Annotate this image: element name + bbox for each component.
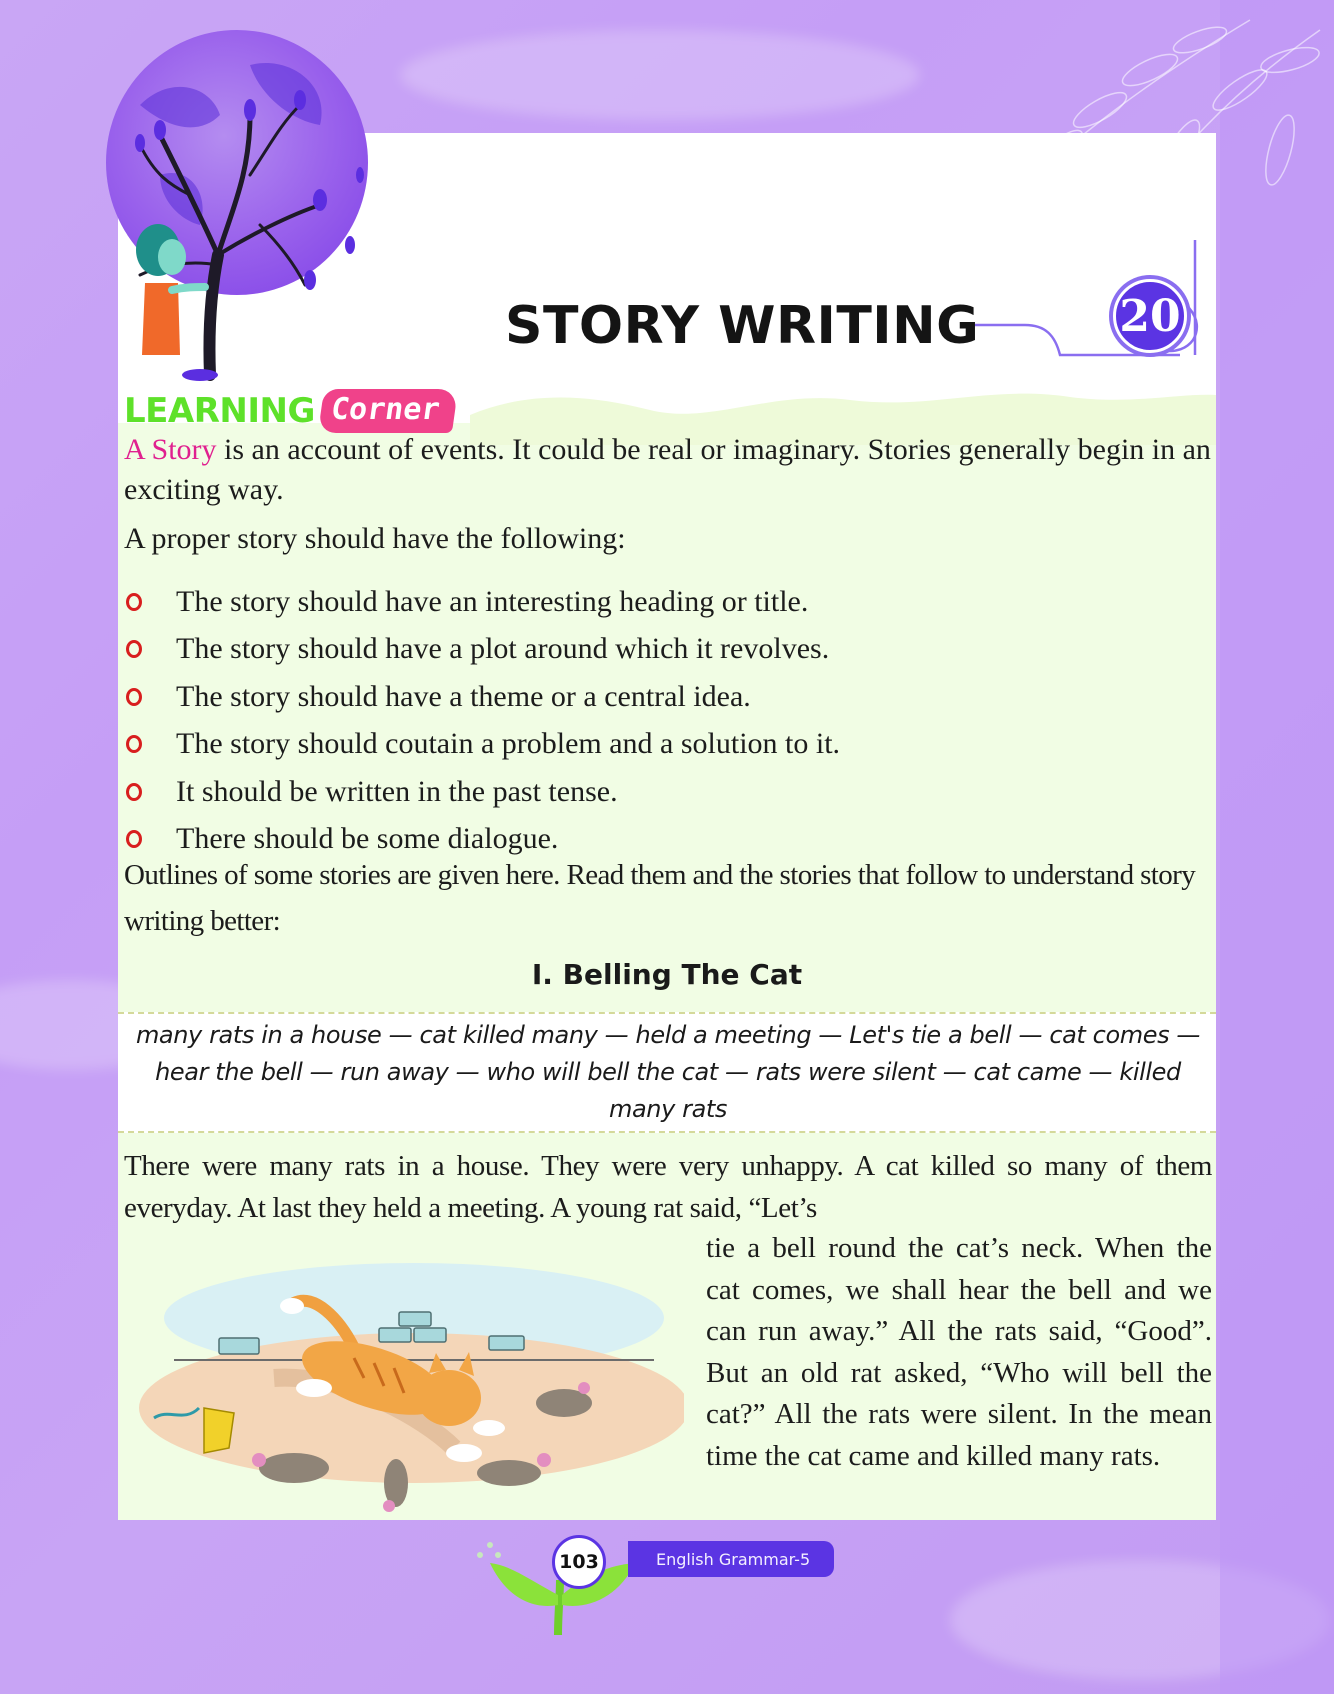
list-item-text: There should be some dialogue. [176,822,559,856]
learning-label: LEARNING [124,391,315,431]
circle-bullet-icon [126,640,142,658]
tree-and-girl-illustration [100,25,390,395]
list-item-text: It should be written in the past tense. [176,774,618,808]
list-item [124,673,1124,721]
intro-paragraph [124,430,1214,510]
outlines-note: Outlines of some stories are given here. Read them and the stories that follow to understand story writing better: [124,859,1196,937]
list-item-text: The story should have a plot around which it revolves. [176,632,830,666]
leaves-decoration-icon [990,0,1334,260]
background-wash [400,30,920,120]
list-item [124,578,1124,626]
learning-corner-label [124,386,455,436]
chapter-number-badge: 20 [1113,279,1187,353]
list-item [124,721,1124,769]
corner-label: Corner [318,389,459,433]
list-item-text: The story should coutain a problem and a solution to it. [176,727,841,761]
circle-bullet-icon [126,735,142,753]
chapter-title: STORY WRITING [505,296,980,356]
list-item [124,768,1124,816]
lead-in-text: A proper story should have the following: [124,522,626,555]
list-item-text: The story should have an interesting heading or title. [176,584,809,618]
story-outline-text: many rats in a house — cat killed many — held a meeting — Let's tie a bell — cat comes — hear the bell — run away — who will bell the cat — rats were silent — cat came — killed many rats [135,1021,1201,1123]
story-heading: I. Belling The Cat [531,958,803,991]
story-paragraph-1: There were many rats in a house. They were very unhappy. A cat killed so many of them everyday. At last they held a meeting. A young rat said, “Let’s [124,1150,1212,1224]
story-paragraph-2: tie a bell round the cat’s neck. When the cat comes, we shall hear the bell and we can run away.” All the rats said, “Good”. But an old rat asked, “Who will bell the cat?” All the rats were silent. In the mean time the cat came and killed many rats. [706,1232,1212,1472]
page-number-badge: 103 [552,1535,606,1589]
story-requirements-list [124,578,1124,863]
story-term-highlight: A Story [124,433,217,466]
list-item-text: The story should have a theme or a central idea. [176,679,751,713]
circle-bullet-icon [126,593,142,611]
circle-bullet-icon [126,688,142,706]
list-item [124,626,1124,674]
circle-bullet-icon [126,783,142,801]
circle-bullet-icon [126,830,142,848]
cat-chasing-rats-illustration [124,1248,684,1518]
title-flourish-icon [975,240,1225,380]
intro-text: is an account of events. It could be real or imaginary. Stories generally begin in an exciting way. [124,433,1211,506]
book-title-banner: English Grammar-5 [628,1541,834,1577]
